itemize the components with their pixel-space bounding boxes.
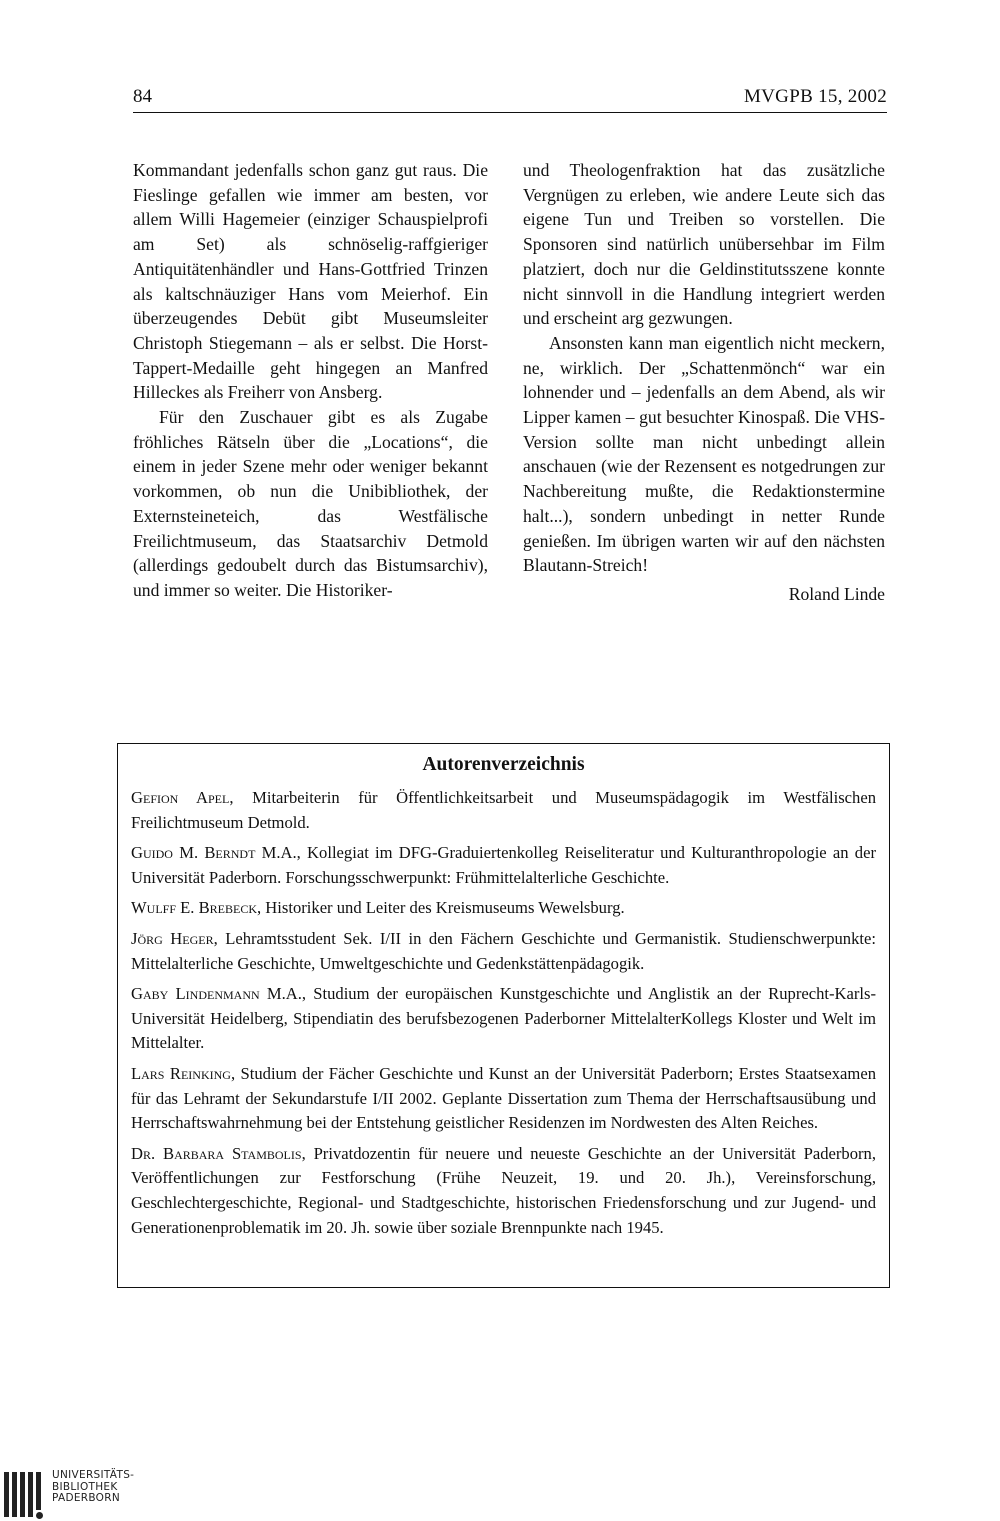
author-entry bbox=[131, 927, 876, 976]
logo-line: UNIVERSITÄTS- bbox=[52, 1469, 135, 1481]
author-description: M.A., Kollegiat im DFG-Graduiertenkolleg Reiseliteratur und Kulturanthropologie an der Universität Paderborn. Forschungsschwerpunkt: Frühmittelalterliche Geschichte. bbox=[131, 843, 876, 887]
article-paragraph: und Theologenfraktion hat das zusätzliche Vergnügen zu erleben, wie andere Leute sich das eigene Tun und Treiben so vorstellen. Die Sponsoren sind natürlich unübersehbar im Film platziert, doch nur die Geldinstitutsszene konnte nicht sinnvoll in die Handlung integriert werden und erscheint arg gezwungen. bbox=[523, 160, 885, 329]
article-paragraph: Für den Zuschauer gibt es als Zugabe fröhliches Rätseln über die „Locations“, die einem in jeder Szene mehr oder weniger bekannt vorkommen, ob nun die Unibibliothek, der Externsteineteich, das Westfälische Freilichtmuseum, das Staatsarchiv Detmold (allerdings gedoubelt durch das Bistumsarchiv), und immer so weiter. Die Historiker- bbox=[133, 407, 488, 600]
author-entry bbox=[131, 1062, 876, 1136]
author-description: , Studium der Fächer Geschichte und Kunst an der Universität Paderborn; Erstes Staatsexamen für das Lehramt der Sekundarstufe I/II 2002. Geplante Dissertation zum Thema der Herrschaftsausübung und Herrschaftswahrnehmung bei der Entstehung geistlicher Residenzen im Nordwesten des Alten Reiches. bbox=[131, 1063, 876, 1133]
author-entry bbox=[131, 982, 876, 1056]
author-description: , Historiker und Leiter des Kreismuseums Wewelsburg. bbox=[257, 898, 625, 918]
article-left-column bbox=[133, 158, 488, 603]
library-logo bbox=[0, 1468, 170, 1521]
article-paragraph: Kommandant jedenfalls schon ganz gut raus. Die Fieslinge gefallen wie immer am besten, vor allem Willi Hagemeier (einziger Schauspielprofi am Set) als schnöselig-raffgieriger Antiquitätenhändler und Hans-Gottfried Trinzen als kaltschnäuziger Hans vom Meierhof. Ein überzeugendes Debüt gibt Museumsleiter Christoph Stiegemann – als er selbst. Die Horst-Tappert-Medaille geht hingegen an Manfred Hilleckes als Freiherr von Ansberg. bbox=[133, 160, 488, 403]
author-entry bbox=[131, 841, 876, 890]
author-name: Guido M. Berndt bbox=[131, 843, 256, 863]
page-number: 84 bbox=[133, 86, 152, 107]
page-header bbox=[133, 86, 887, 113]
author-description: M.A., Studium der europäischen Kunstgeschichte und Anglistik an der Ruprecht-Karls-Universität Heidelberg, Stipendiatin des berufsbezogenen Paderborner MittelalterKollegs Kloster und Welt im Mittelalter. bbox=[131, 984, 876, 1053]
article-paragraph: Ansonsten kann man eigentlich nicht meckern, ne, wirklich. Der „Schattenmönch“ war ein lohnender und – jedenfalls an dem Abend, als wir Lipper kamen – gut besuchter Kinospaß. Die VHS-Version sollte man nicht unbedingt allein anschauen (wie der Rezensent es notgedrungen zur Nachbereitung mußte, die Redaktionstermine halt...), sondern unbedingt in netter Runde genießen. Im übrigen warten wir auf den nächsten Blautann-Streich! bbox=[523, 332, 885, 576]
logo-line: BIBLIOTHEK bbox=[52, 1480, 118, 1493]
author-name: Gefion Apel bbox=[131, 788, 230, 807]
running-head: MVGPB 15, 2002 bbox=[743, 86, 887, 107]
author-entry bbox=[131, 896, 876, 921]
logo-line: PADERBORN bbox=[52, 1492, 120, 1504]
logo-dot-icon bbox=[36, 1512, 43, 1519]
author-name: Jörg Heger bbox=[131, 928, 214, 948]
article-right-column bbox=[523, 158, 885, 607]
author-entry bbox=[131, 786, 876, 835]
author-name: Wulff E. Brebeck bbox=[131, 898, 257, 918]
author-entry bbox=[131, 1142, 876, 1240]
author-signature: Roland Linde bbox=[788, 583, 885, 604]
author-directory-box bbox=[117, 743, 890, 1288]
author-name: Gaby Lindenmann bbox=[131, 984, 260, 1004]
author-directory-title: Autorenverzeichnis bbox=[422, 754, 585, 775]
author-description: , Privatdozentin für neuere und neueste Geschichte an der Universität Paderborn, Veröffentlichungen zur Festforschung (Frühe Neuzeit, 19. und 20. Jh.), Vereinsforschung, Geschlechtergeschichte, Regional- und Stadtgeschichte, historischen Friedensforschung und zur Jugend- und Generationenproblematik im 20. Jh. sowie über soziale Brennpunkte nach 1945. bbox=[131, 1143, 877, 1237]
author-description: , Lehramtsstudent Sek. I/II in den Fächern Geschichte und Germanistik. Studienschwerpunkte: Mittelalterliche Geschichte, Umweltgeschichte und Gedenkstättenpädagogik. bbox=[131, 928, 876, 973]
author-description: , Mitarbeiterin für Öffentlichkeitsarbeit und Museumspädagogik im Westfälischen Freilichtmuseum Detmold. bbox=[131, 788, 876, 832]
author-name: Dr. Barbara Stambolis bbox=[131, 1143, 302, 1163]
logo-text bbox=[52, 1470, 134, 1505]
author-name: Lars Reinking bbox=[131, 1063, 231, 1083]
